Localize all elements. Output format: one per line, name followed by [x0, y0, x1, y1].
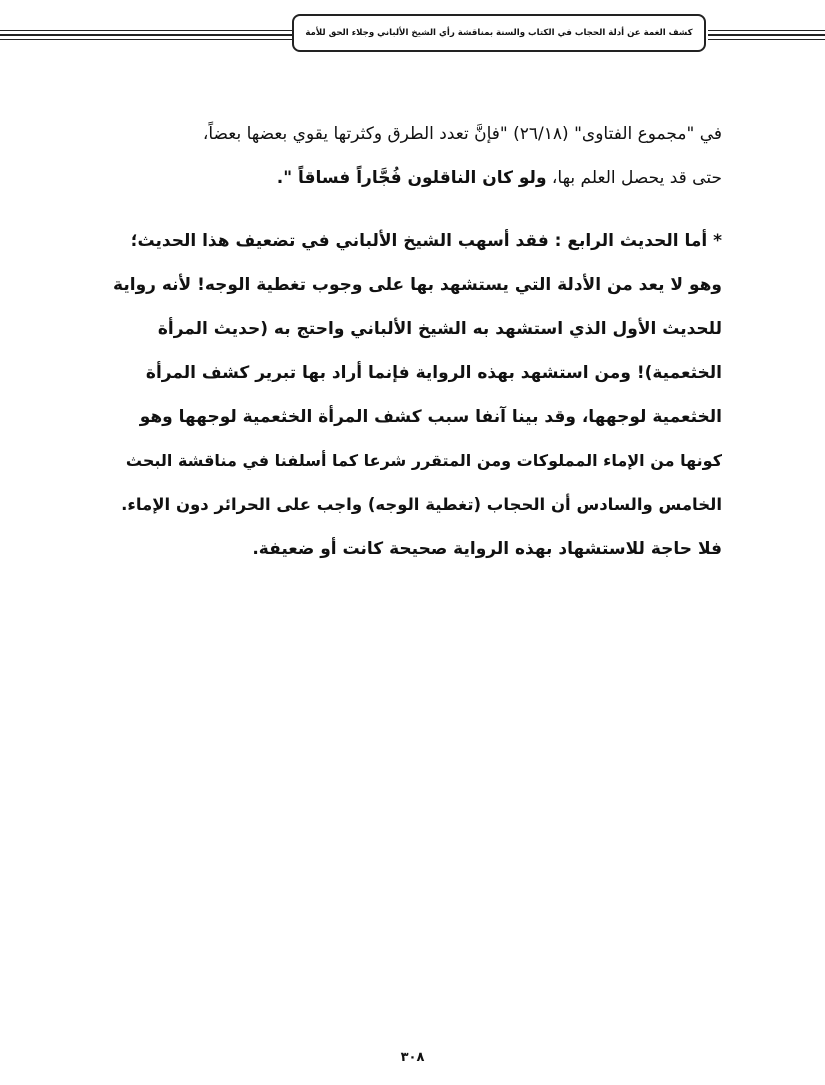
paragraph-line: الخثعمية لوجهها، وقد بينا آنفا سبب كشف المرأة الخثعمية لوجهها وهو	[139, 407, 722, 427]
header-rule-left	[0, 39, 292, 40]
paragraph-line: في "مجموع الفتاوى" (٢٦/١٨) "فإنَّ تعدد الطرق وكثرتها يقوي بعضها بعضاً،	[202, 124, 722, 144]
running-header	[292, 14, 706, 52]
running-header-title: كشف الغمة عن أدلة الحجاب في الكتاب والسنة بمناقشة رأي الشيخ الألباني وجلاء الحق للأمة	[305, 28, 693, 38]
paragraph-quote	[112, 112, 722, 200]
header-rule-left	[0, 30, 292, 31]
paragraph-line: * أما الحديث الرابع : فقد أسهب الشيخ الألباني في تضعيف هذا الحديث؛	[130, 231, 722, 251]
line-segment: حتى قد يحصل العلم بها،	[546, 168, 722, 188]
header-rule-right	[708, 30, 825, 31]
header-rule-right	[708, 34, 825, 36]
paragraph-line: كونها من الإماء المملوكات ومن المتقرر شرعا كما أسلفنا في مناقشة البحث	[125, 451, 722, 470]
paragraph-line: للحديث الأول الذي استشهد به الشيخ الألباني واحتج به (حديث المرأة	[157, 319, 722, 339]
header-rule-left	[0, 34, 292, 36]
paragraph-line: وهو لا يعد من الأدلة التي يستشهد بها على وجوب تغطية الوجه! لأنه رواية	[113, 275, 722, 295]
paragraph-line: فلا حاجة للاستشهاد بهذه الرواية صحيحة كانت أو ضعيفة.	[252, 539, 722, 559]
paragraph-line	[112, 156, 722, 200]
paragraph-line: الخثعمية)! ومن استشهد بهذه الرواية فإنما أراد بها تبرير كشف المرأة	[145, 363, 722, 383]
page-number: ٣٠٨	[400, 1050, 425, 1065]
line-segment-bold: ولو كان الناقلون فُجَّاراً فساقاً ".	[276, 168, 547, 188]
paragraph-fourth-hadith	[112, 219, 722, 571]
paragraph-line: الخامس والسادس أن الحجاب (تغطية الوجه) واجب على الحرائر دون الإماء.	[121, 495, 722, 514]
header-rule-right	[708, 39, 825, 40]
